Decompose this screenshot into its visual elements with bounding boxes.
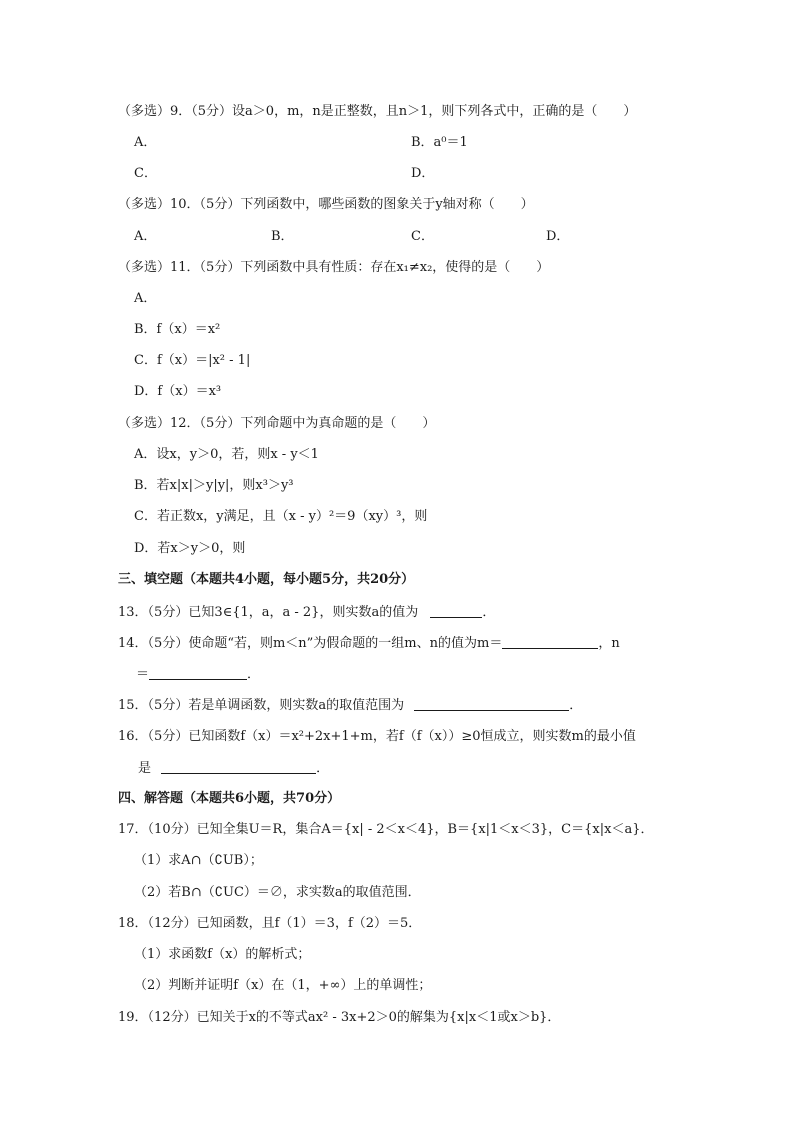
q14-eq: ＝	[136, 667, 150, 682]
q13-text: 13．（5分）已知3∈{1，a，a - 2}，则实数a的值为	[118, 605, 419, 620]
q11-option-a: A．	[134, 291, 157, 306]
q12-option-d: D．若x＞y＞0，则	[134, 541, 246, 556]
q18-part2: （2）判断并证明f（x）在（1，+∞）上的单调性；	[134, 978, 432, 993]
q14-text: 14．（5分）使命题“若，则m＜n”为假命题的一组m、n的值为m＝	[118, 636, 503, 651]
q13	[118, 603, 495, 622]
q10-option-d: D．	[546, 229, 570, 244]
q14-comma: ，n	[598, 636, 620, 651]
q15-answer-blank[interactable]	[414, 696, 569, 711]
q10-option-b: B．	[271, 229, 294, 244]
q17-stem: 17．（10分）已知全集U＝R，集合A＝{x| - 2＜x＜4}，B＝{x|1＜x＜3}，C＝{x|x＜a}．	[118, 822, 654, 837]
q12-option-a: A．设x，y＞0，若，则x - y＜1	[134, 447, 319, 462]
q9-option-b: B．a⁰＝1	[411, 135, 468, 150]
section-3-heading: 三、填空题（本题共4小题，每小题5分，共20分）	[118, 572, 415, 587]
q14	[118, 634, 620, 653]
q10-option-c: C．	[411, 229, 434, 244]
q9-option-a: A．	[134, 135, 157, 150]
q11-option-b: B．f（x）＝x²	[134, 322, 221, 337]
q16-end: ．	[316, 761, 330, 776]
q11-stem: （多选）11．（5分）下列函数中具有性质：存在x₁≠x₂，使得的是（ ）	[118, 260, 550, 275]
q14-line2	[136, 665, 260, 684]
q17-part1: （1）求A∩（∁UB）；	[134, 853, 263, 868]
q14-n-blank[interactable]	[149, 665, 247, 680]
q16-text2: 是	[138, 761, 152, 776]
q13-answer-blank[interactable]	[430, 603, 482, 618]
q12-stem: （多选）12．（5分）下列命题中为真命题的是（ ）	[118, 416, 436, 431]
q15-end: ．	[569, 698, 583, 713]
q9-stem: （多选）9．（5分）设a＞0，m，n是正整数，且n＞1，则下列各式中，正确的是（ ）	[118, 104, 637, 119]
q15	[118, 696, 582, 715]
q13-end: ．	[482, 605, 496, 620]
q11-option-d: D．f（x）＝x³	[134, 384, 222, 399]
q14-m-blank[interactable]	[502, 634, 598, 649]
section-4-heading: 四、解答题（本题共6小题，共70分）	[118, 791, 341, 806]
q19-stem: 19．（12分）已知关于x的不等式ax² - 3x+2＞0的解集为{x|x＜1或x＞b}．	[118, 1010, 561, 1025]
q10-stem: （多选）10．（5分）下列函数中，哪些函数的图象关于y轴对称（ ）	[118, 197, 534, 212]
q17-part2: （2）若B∩（∁UC）＝∅，求实数a的取值范围．	[134, 885, 421, 900]
q10-option-a: A．	[134, 229, 157, 244]
q18-part1: （1）求函数f（x）的解析式；	[134, 947, 311, 962]
q11-option-c: C．f（x）＝|x² - 1|	[134, 353, 251, 368]
q16-answer-blank[interactable]	[161, 759, 316, 774]
q12-option-c: C．若正数x，y满足，且（x - y）²＝9（xy）³，则	[134, 509, 428, 524]
q15-text: 15．（5分）若是单调函数，则实数a的取值范围为	[118, 698, 405, 713]
q16-line2	[138, 759, 329, 778]
q16-stem: 16．（5分）已知函数f（x）＝x²+2x+1+m，若f（f（x））≥0恒成立，则实数m的最小值	[118, 729, 636, 744]
q9-option-c: C．	[134, 166, 157, 181]
q12-option-b: B．若x|x|＞y|y|，则x³＞y³	[134, 478, 294, 493]
q14-end: ．	[247, 667, 261, 682]
q9-option-d: D．	[411, 166, 435, 181]
q18-stem: 18．（12分）已知函数，且f（1）＝3，f（2）＝5．	[118, 916, 422, 931]
